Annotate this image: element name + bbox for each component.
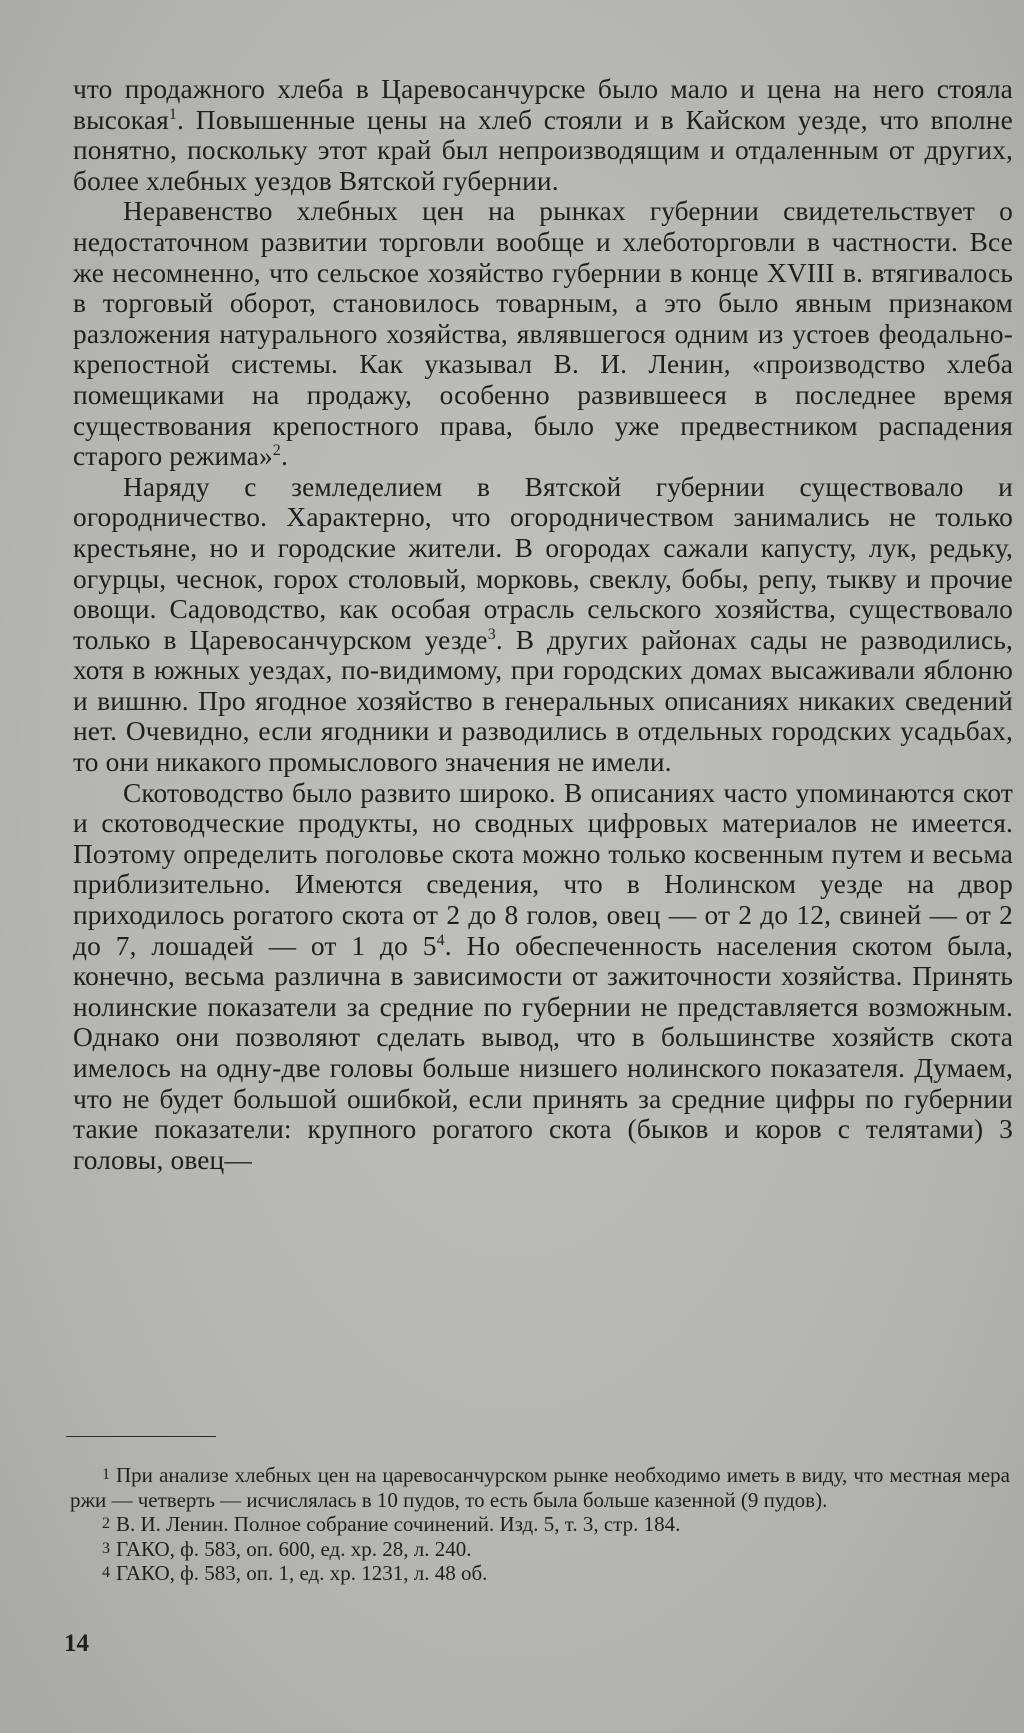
paragraph-1-text: что продажного хлеба в Царевосанчурске было мало и цена на него стояла высокая — [73, 74, 1013, 135]
footnote-3 — [70, 1537, 1010, 1562]
paragraph-2-text: Неравенство хлебных цен на рынках губернии свидетельствует о недостаточном развитии торговли вообще и хлеботорговли в частности. Все же несомненно, что сельское хозяйство губернии в конце XVIII в. втягивалось в торговый оборот, становилось товарным, а это было явным признаком разложения натурального хозяйства, являвшегося одним из устоев феодально-крепостной системы. Как указывал В. И. Ленин, «производство хлеба помещиками на продажу, особенно развившееся в последнее время существования крепостного права, было уже предвестником распадения старого режима» — [73, 196, 1013, 472]
footnote-number: 2 — [102, 1515, 110, 1533]
footnote-number: 3 — [102, 1539, 110, 1557]
footnote-ref-4: 4 — [436, 931, 445, 949]
footnote-separator — [66, 1436, 216, 1437]
paragraph-2-text-end: . — [280, 441, 288, 472]
footnote-number: 4 — [102, 1564, 110, 1582]
main-text — [73, 74, 1013, 1175]
paragraph-3-text: Наряду с земледелием в Вятской губернии существовало и огородничество. Характерно, что огородничеством занимались не только крестьяне, но и городские жители. В огородах сажали капусту, лук, редьку, огурцы, чеснок, горох столовый, морковь, свеклу, бобы, репу, тыкву и прочие овощи. Садоводство, как особая отрасль сельского хозяйства, существовало только в Царевосанчурском уезде — [73, 471, 1013, 655]
paragraph-3-text-end: . В других районах сады не разводились, хотя в южных уездах, по-видимому, при городских домах высаживали яблоню и вишню. Про ягодное хозяйство в генеральных описаниях никаких сведений нет. Очевидно, если ягодники и разводились в отдельных городских усадьбах, то они никакого промыслового значения не имели. — [73, 624, 1013, 778]
paragraph-4-text: Скотоводство было развито широко. В описаниях часто упоминаются скот и скотоводческие продукты, но сводных цифровых материалов не имеется. Поэтому определить поголовье скота можно только косвенным путем и весьма приблизительно. Имеются сведения, что в Нолинском уезде на двор приходилось рогатого скота от 2 до 8 голов, овец — от 2 до 12, свиней — от 2 до 7, лошадей — от 1 до 5 — [73, 777, 1013, 961]
paragraph-3 — [73, 472, 1013, 778]
footnote-4 — [70, 1561, 1010, 1586]
footnotes — [70, 1463, 1010, 1586]
footnote-text: При анализе хлебных цен на царевосанчурском рынке необходимо иметь в виду, что местная мера ржи — четверть — исчислялась в 10 пудов, то есть была больше казенной (9 пудов). — [70, 1463, 1010, 1512]
footnote-2 — [70, 1512, 1010, 1537]
paragraph-2 — [73, 196, 1013, 471]
footnote-number: 1 — [102, 1466, 110, 1483]
footnote-ref-1: 1 — [168, 105, 178, 123]
footnote-1 — [70, 1463, 1010, 1512]
footnote-ref-3: 3 — [487, 625, 496, 643]
page-number: 14 — [64, 1630, 89, 1657]
paragraph-4 — [73, 778, 1013, 1176]
footnote-ref-2: 2 — [272, 442, 281, 460]
footnote-text: В. И. Ленин. Полное собрание сочинений. Изд. 5, т. 3, стр. 184. — [116, 1512, 681, 1537]
paragraph-1-text-end: . Повышенные цены на хлеб стояли и в Кайском уезде, что вполне понятно, поскольку этот край был непроизводящим и отдаленным от других, более хлебных уездов Вятской губернии. — [73, 104, 1013, 196]
paragraph-4-text-end: . Но обеспеченность населения скотом была, конечно, весьма различна в зависимости от зажиточности хозяйства. Принять нолинские показатели за средние по губернии не представляется возможным. Однако они позволяют сделать вывод, что в большинстве хозяйств скота имелось на одну-две головы больше низшего нолинского показателя. Думаем, что не будет большой ошибкой, если принять за средние цифры по губернии такие показатели: крупного рогатого скота (быков и коров с телятами) 3 головы, овец— — [73, 930, 1013, 1175]
footnote-text: ГАКО, ф. 583, оп. 1, ед. хр. 1231, л. 48 об. — [116, 1561, 488, 1586]
paragraph-1 — [73, 74, 1013, 196]
footnote-text: ГАКО, ф. 583, оп. 600, ед. хр. 28, л. 240. — [116, 1536, 472, 1561]
